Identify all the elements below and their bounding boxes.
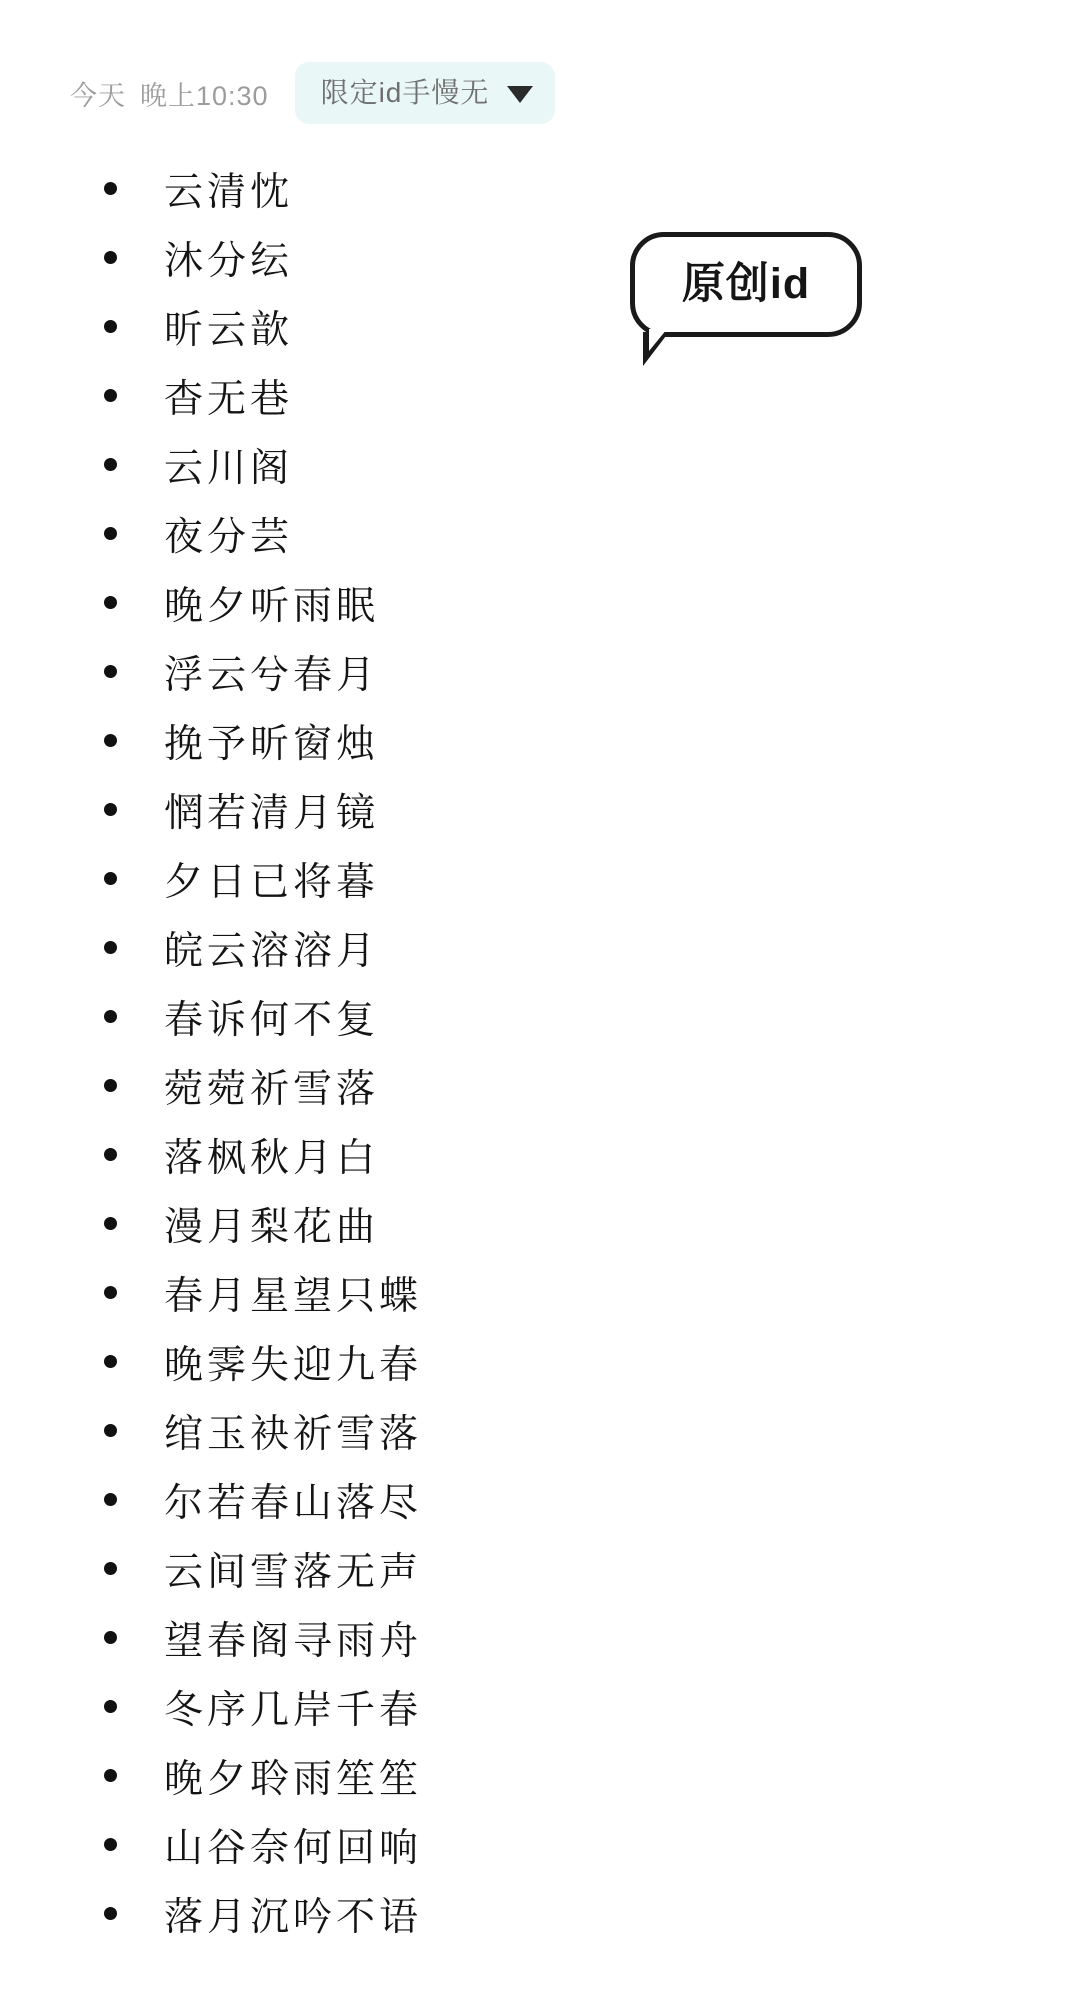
name-list	[0, 154, 1080, 1948]
list-item	[0, 1189, 1080, 1258]
bullet-icon	[104, 1769, 117, 1782]
bullet-icon	[104, 734, 117, 747]
list-item-label: 夜分芸	[164, 515, 294, 559]
callout-bubble	[630, 232, 862, 337]
list-item-label: 春诉何不复	[164, 998, 380, 1042]
list-item-label: 望春阁寻雨舟	[164, 1619, 423, 1663]
list-item-label: 云清忱	[164, 170, 294, 214]
list-item-label: 昕云歆	[164, 308, 294, 352]
list-item	[0, 1327, 1080, 1396]
list-item	[0, 1534, 1080, 1603]
list-item	[0, 844, 1080, 913]
bullet-icon	[104, 1286, 117, 1299]
list-item-label: 菀菀祈雪落	[164, 1067, 380, 1111]
list-item-label: 杳无巷	[164, 377, 294, 421]
bullet-icon	[104, 1631, 117, 1644]
list-item	[0, 292, 1080, 361]
bullet-icon	[104, 1838, 117, 1851]
bullet-icon	[104, 182, 117, 195]
list-item	[0, 1051, 1080, 1120]
list-item	[0, 1879, 1080, 1948]
bullet-icon	[104, 251, 117, 264]
list-item-label: 云间雪落无声	[164, 1550, 423, 1594]
timestamp-day: 今天	[70, 80, 126, 111]
bullet-icon	[104, 389, 117, 402]
bullet-icon	[104, 1424, 117, 1437]
list-item-label: 云川阁	[164, 446, 294, 490]
bullet-icon	[104, 872, 117, 885]
bullet-icon	[104, 803, 117, 816]
list-item-label: 沐分纭	[164, 239, 294, 283]
callout-text: 原创id	[681, 260, 811, 308]
list-item-label: 漫月梨花曲	[164, 1205, 380, 1249]
bullet-icon	[104, 596, 117, 609]
chevron-down-icon[interactable]	[507, 86, 533, 103]
list-item-label: 晚夕聆雨笙笙	[164, 1757, 423, 1801]
list-item-label: 晚霁失迎九春	[164, 1343, 423, 1387]
timestamp-time: 晚上10:30	[140, 80, 269, 111]
bullet-icon	[104, 527, 117, 540]
list-item	[0, 223, 1080, 292]
bullet-icon	[104, 941, 117, 954]
list-item	[0, 499, 1080, 568]
bullet-icon	[104, 1217, 117, 1230]
list-item-label: 惘若清月镜	[164, 791, 380, 835]
list-item-label: 山谷奈何回响	[164, 1826, 423, 1870]
list-item-label: 浮云兮春月	[164, 653, 380, 697]
list-item	[0, 1603, 1080, 1672]
bullet-icon	[104, 1148, 117, 1161]
callout-tail-inner	[649, 329, 667, 351]
list-item	[0, 1396, 1080, 1465]
list-item	[0, 361, 1080, 430]
list-item-label: 落枫秋月白	[164, 1136, 380, 1180]
list-item	[0, 706, 1080, 775]
list-item	[0, 775, 1080, 844]
timestamp	[70, 74, 269, 113]
bullet-icon	[104, 1355, 117, 1368]
bullet-icon	[104, 1907, 117, 1920]
list-item-label: 冬序几岸千春	[164, 1688, 423, 1732]
list-item	[0, 1741, 1080, 1810]
list-item	[0, 1672, 1080, 1741]
list-item-label: 尔若春山落尽	[164, 1481, 423, 1525]
bullet-icon	[104, 458, 117, 471]
list-item	[0, 1258, 1080, 1327]
bullet-icon	[104, 1079, 117, 1092]
list-item-label: 绾玉袂祈雪落	[164, 1412, 423, 1456]
list-item	[0, 1465, 1080, 1534]
list-item	[0, 1810, 1080, 1879]
list-item-label: 春月星望只蝶	[164, 1274, 423, 1318]
bullet-icon	[104, 1562, 117, 1575]
bullet-icon	[104, 320, 117, 333]
list-item	[0, 154, 1080, 223]
bullet-icon	[104, 1493, 117, 1506]
bullet-icon	[104, 1700, 117, 1713]
list-item-label: 晚夕听雨眠	[164, 584, 380, 628]
tag-label: 限定id手慢无	[320, 77, 490, 108]
list-item	[0, 982, 1080, 1051]
tag-pill[interactable]	[295, 62, 556, 124]
list-item	[0, 913, 1080, 982]
list-item	[0, 568, 1080, 637]
bullet-icon	[104, 665, 117, 678]
list-item	[0, 1120, 1080, 1189]
list-item-label: 落月沉吟不语	[164, 1895, 423, 1939]
callout-bubble-body	[630, 232, 862, 337]
list-item	[0, 430, 1080, 499]
bullet-icon	[104, 1010, 117, 1023]
list-item-label: 夕日已将暮	[164, 860, 380, 904]
header-bar	[0, 0, 1080, 124]
list-item	[0, 637, 1080, 706]
list-item-label: 挽予昕窗烛	[164, 722, 380, 766]
list-item-label: 皖云溶溶月	[164, 929, 380, 973]
